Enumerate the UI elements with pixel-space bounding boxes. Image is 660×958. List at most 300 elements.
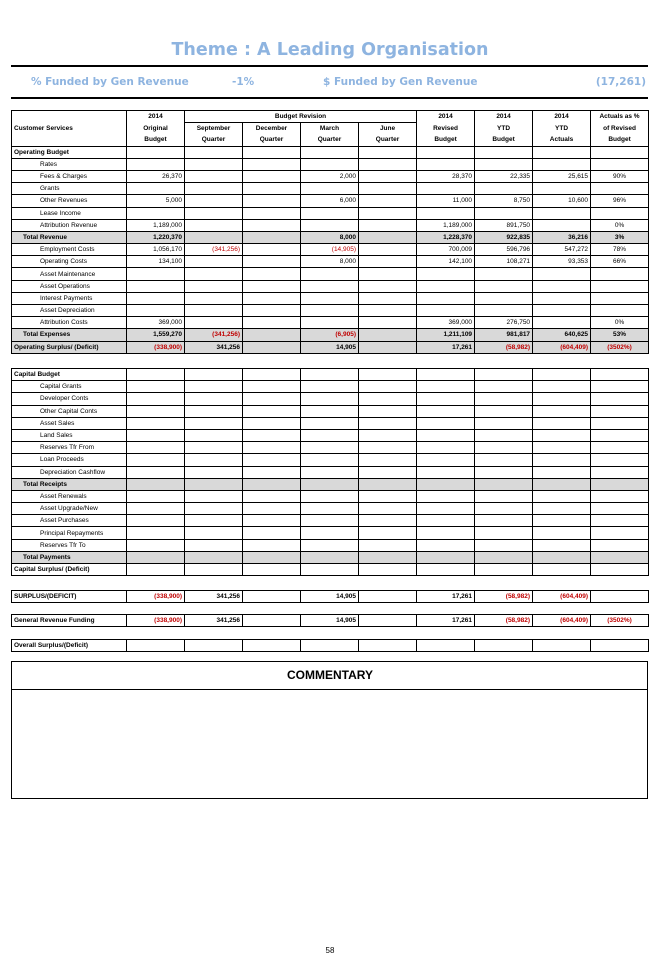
value-cell: 14,905	[301, 615, 359, 627]
header-budget-revision: Budget Revision	[185, 111, 417, 123]
row-label: Operating Surplus/ (Deficit)	[12, 341, 127, 353]
header-cell: Budget	[127, 134, 185, 146]
value-cell: 17,261	[417, 615, 475, 627]
row-label: Asset Upgrade/New	[12, 503, 127, 515]
row-label: Fees & Charges	[12, 170, 127, 182]
row-label: Employment Costs	[12, 244, 127, 256]
value-cell	[417, 268, 475, 280]
value-cell: (341,256)	[185, 329, 243, 341]
value-cell	[475, 640, 533, 652]
capital-budget-table	[11, 368, 649, 576]
value-cell	[591, 146, 649, 158]
row-label: Asset Operations	[12, 280, 127, 292]
value-cell: (6,905)	[301, 329, 359, 341]
row-label: General Revenue Funding	[12, 615, 127, 627]
value-cell	[475, 268, 533, 280]
value-cell	[301, 381, 359, 393]
value-cell	[359, 405, 417, 417]
value-cell	[591, 158, 649, 170]
value-cell	[185, 429, 243, 441]
value-cell	[533, 158, 591, 170]
value-cell	[185, 280, 243, 292]
value-cell	[475, 146, 533, 158]
value-cell	[417, 527, 475, 539]
row-label: Total Payments	[12, 551, 127, 563]
value-cell	[591, 466, 649, 478]
header-cell: Budget	[417, 134, 475, 146]
value-cell	[417, 146, 475, 158]
value-cell	[591, 369, 649, 381]
value-cell	[127, 280, 185, 292]
value-cell	[591, 417, 649, 429]
value-cell	[475, 429, 533, 441]
value-cell: 700,009	[417, 244, 475, 256]
value-cell	[127, 490, 185, 502]
value-cell	[417, 454, 475, 466]
value-cell	[533, 454, 591, 466]
value-cell	[301, 393, 359, 405]
value-cell: 78%	[591, 244, 649, 256]
value-cell	[359, 244, 417, 256]
value-cell	[359, 231, 417, 243]
value-cell	[185, 417, 243, 429]
value-cell	[417, 405, 475, 417]
table-row	[12, 527, 649, 539]
value-cell: 14,905	[301, 341, 359, 353]
value-cell	[359, 268, 417, 280]
value-cell	[243, 490, 301, 502]
table-row	[12, 244, 649, 256]
row-label: Reserves Tfr From	[12, 442, 127, 454]
value-cell	[185, 393, 243, 405]
value-cell	[243, 183, 301, 195]
value-cell	[243, 381, 301, 393]
value-cell	[301, 219, 359, 231]
value-cell	[185, 539, 243, 551]
value-cell: (58,982)	[475, 341, 533, 353]
value-cell: 369,000	[417, 317, 475, 329]
value-cell	[533, 405, 591, 417]
value-cell	[243, 268, 301, 280]
value-cell	[533, 317, 591, 329]
value-cell	[127, 369, 185, 381]
row-label: Land Sales	[12, 429, 127, 441]
table-row	[12, 515, 649, 527]
value-cell	[359, 207, 417, 219]
value-cell	[359, 615, 417, 627]
value-cell	[475, 393, 533, 405]
row-label: Rates	[12, 158, 127, 170]
value-cell	[591, 515, 649, 527]
value-cell	[243, 369, 301, 381]
value-cell	[591, 454, 649, 466]
value-cell	[533, 429, 591, 441]
header-cell: Quarter	[243, 134, 301, 146]
value-cell	[127, 207, 185, 219]
row-label: Asset Renewals	[12, 490, 127, 502]
value-cell: 891,750	[475, 219, 533, 231]
title-rule	[11, 65, 648, 67]
value-cell	[301, 640, 359, 652]
header-ytd-actuals-year: 2014	[533, 111, 591, 123]
row-label: Operating Budget	[12, 146, 127, 158]
value-cell	[475, 280, 533, 292]
value-cell	[301, 429, 359, 441]
table-row	[12, 442, 649, 454]
value-cell: 8,000	[301, 231, 359, 243]
value-cell	[591, 292, 649, 304]
value-cell	[533, 219, 591, 231]
header-original-year: 2014	[127, 111, 185, 123]
general-revenue-row	[12, 615, 649, 627]
table-row	[12, 417, 649, 429]
value-cell	[185, 369, 243, 381]
value-cell	[591, 268, 649, 280]
value-cell	[127, 158, 185, 170]
row-label: Total Receipts	[12, 478, 127, 490]
header-cell: YTD	[475, 123, 533, 135]
value-cell: 596,796	[475, 244, 533, 256]
value-cell	[359, 381, 417, 393]
value-cell	[127, 405, 185, 417]
value-cell	[301, 369, 359, 381]
row-label: Developer Conts	[12, 393, 127, 405]
value-cell	[475, 564, 533, 576]
row-label: Lease Income	[12, 207, 127, 219]
table-row	[12, 405, 649, 417]
value-cell	[185, 292, 243, 304]
overall-surplus-table	[11, 639, 649, 652]
value-cell	[475, 503, 533, 515]
value-cell	[591, 640, 649, 652]
value-cell	[243, 256, 301, 268]
header-actuals-pct: Actuals as %	[591, 111, 649, 123]
value-cell	[533, 551, 591, 563]
value-cell: (14,905)	[301, 244, 359, 256]
value-cell	[533, 539, 591, 551]
value-cell	[533, 146, 591, 158]
value-cell	[127, 268, 185, 280]
value-cell: (604,409)	[533, 341, 591, 353]
row-label: Interest Payments	[12, 292, 127, 304]
value-cell	[127, 564, 185, 576]
value-cell	[127, 515, 185, 527]
value-cell	[185, 183, 243, 195]
value-cell	[591, 429, 649, 441]
value-cell: 22,335	[475, 170, 533, 182]
value-cell	[185, 207, 243, 219]
value-cell	[359, 183, 417, 195]
value-cell	[359, 640, 417, 652]
value-cell: 2,000	[301, 170, 359, 182]
operating-budget-table	[11, 110, 649, 354]
value-cell	[359, 539, 417, 551]
value-cell	[533, 564, 591, 576]
value-cell	[591, 527, 649, 539]
table-row	[12, 329, 649, 341]
value-cell	[417, 393, 475, 405]
overall-surplus-row	[12, 640, 649, 652]
value-cell	[475, 158, 533, 170]
value-cell	[127, 527, 185, 539]
value-cell	[185, 564, 243, 576]
general-revenue-funding-table	[11, 614, 649, 627]
value-cell: (338,900)	[127, 341, 185, 353]
value-cell	[301, 183, 359, 195]
value-cell	[301, 405, 359, 417]
value-cell	[591, 503, 649, 515]
value-cell	[127, 183, 185, 195]
value-cell	[533, 490, 591, 502]
row-label: Other Revenues	[12, 195, 127, 207]
table-row	[12, 478, 649, 490]
commentary-title: COMMENTARY	[287, 668, 373, 682]
value-cell	[127, 539, 185, 551]
amt-funded-value: (17,261)	[595, 76, 646, 88]
value-cell: 0%	[591, 317, 649, 329]
value-cell: 369,000	[127, 317, 185, 329]
header-cell: September	[185, 123, 243, 135]
value-cell: 341,256	[185, 341, 243, 353]
header-cell: December	[243, 123, 301, 135]
value-cell: 8,750	[475, 195, 533, 207]
value-cell	[185, 640, 243, 652]
value-cell	[243, 503, 301, 515]
header-cell: Quarter	[301, 134, 359, 146]
row-label: Grants	[12, 183, 127, 195]
value-cell	[359, 527, 417, 539]
value-cell	[475, 305, 533, 317]
value-cell	[243, 591, 301, 603]
header-cell: Budget	[591, 134, 649, 146]
value-cell	[475, 466, 533, 478]
value-cell	[533, 640, 591, 652]
row-label: Total Revenue	[12, 231, 127, 243]
table-row	[12, 219, 649, 231]
value-cell	[243, 158, 301, 170]
value-cell	[533, 527, 591, 539]
value-cell	[243, 393, 301, 405]
value-cell	[127, 393, 185, 405]
value-cell	[243, 329, 301, 341]
value-cell: 1,056,170	[127, 244, 185, 256]
value-cell	[359, 503, 417, 515]
value-cell	[475, 478, 533, 490]
value-cell	[243, 466, 301, 478]
value-cell	[185, 454, 243, 466]
value-cell	[185, 466, 243, 478]
value-cell: 134,100	[127, 256, 185, 268]
value-cell	[533, 268, 591, 280]
value-cell	[359, 429, 417, 441]
value-cell	[417, 369, 475, 381]
value-cell	[475, 207, 533, 219]
value-cell	[185, 527, 243, 539]
value-cell: 10,600	[533, 195, 591, 207]
value-cell	[359, 158, 417, 170]
value-cell: 1,220,370	[127, 231, 185, 243]
value-cell	[591, 305, 649, 317]
value-cell	[417, 503, 475, 515]
value-cell	[417, 417, 475, 429]
value-cell	[359, 369, 417, 381]
table-row	[12, 195, 649, 207]
value-cell	[185, 256, 243, 268]
pct-funded-label: % Funded by Gen Revenue	[31, 76, 189, 88]
value-cell	[243, 405, 301, 417]
value-cell	[475, 539, 533, 551]
value-cell	[359, 195, 417, 207]
table-row	[12, 183, 649, 195]
row-label: Asset Sales	[12, 417, 127, 429]
value-cell	[475, 442, 533, 454]
header-cell: Customer Services	[12, 123, 127, 135]
value-cell	[591, 539, 649, 551]
value-cell	[591, 490, 649, 502]
value-cell: 547,272	[533, 244, 591, 256]
value-cell	[185, 515, 243, 527]
value-cell	[185, 195, 243, 207]
value-cell	[591, 405, 649, 417]
page-number: 58	[325, 946, 335, 955]
row-label: Asset Maintenance	[12, 268, 127, 280]
row-label: Capital Grants	[12, 381, 127, 393]
value-cell	[417, 292, 475, 304]
value-cell: (338,900)	[127, 615, 185, 627]
value-cell	[301, 207, 359, 219]
value-cell	[475, 454, 533, 466]
value-cell	[417, 305, 475, 317]
value-cell	[185, 317, 243, 329]
value-cell	[591, 478, 649, 490]
table-row	[12, 369, 649, 381]
value-cell	[359, 478, 417, 490]
row-label: Overall Surplus/(Deficit)	[12, 640, 127, 652]
value-cell	[359, 591, 417, 603]
value-cell	[359, 393, 417, 405]
value-cell	[243, 280, 301, 292]
value-cell	[243, 305, 301, 317]
value-cell	[417, 564, 475, 576]
value-cell: 17,261	[417, 341, 475, 353]
value-cell	[301, 317, 359, 329]
value-cell	[533, 280, 591, 292]
value-cell	[185, 490, 243, 502]
value-cell	[417, 429, 475, 441]
value-cell: 142,100	[417, 256, 475, 268]
value-cell	[243, 640, 301, 652]
value-cell	[185, 231, 243, 243]
value-cell: 108,271	[475, 256, 533, 268]
value-cell	[243, 417, 301, 429]
header-cell: Quarter	[185, 134, 243, 146]
row-label: Reserves Tfr To	[12, 539, 127, 551]
table-row	[12, 305, 649, 317]
value-cell	[127, 466, 185, 478]
value-cell	[475, 381, 533, 393]
value-cell	[591, 551, 649, 563]
row-label: Capital Budget	[12, 369, 127, 381]
value-cell	[359, 329, 417, 341]
row-label: Capital Surplus/ (Deficit)	[12, 564, 127, 576]
value-cell	[475, 515, 533, 527]
table-row	[12, 207, 649, 219]
amt-funded-label: $ Funded by Gen Revenue	[323, 76, 478, 88]
value-cell	[591, 393, 649, 405]
value-cell	[417, 381, 475, 393]
table-row	[12, 256, 649, 268]
header-cell: Quarter	[359, 134, 417, 146]
funded-summary	[11, 76, 648, 89]
table-row	[12, 317, 649, 329]
value-cell	[301, 527, 359, 539]
value-cell	[591, 442, 649, 454]
value-cell: (3502%)	[591, 341, 649, 353]
value-cell	[185, 170, 243, 182]
value-cell	[475, 405, 533, 417]
value-cell	[475, 369, 533, 381]
value-cell: 36,216	[533, 231, 591, 243]
header-cell	[12, 134, 127, 146]
row-label: SURPLUS/(DEFICIT)	[12, 591, 127, 603]
value-cell: 922,835	[475, 231, 533, 243]
value-cell	[185, 405, 243, 417]
surplus-deficit-table	[11, 590, 649, 603]
value-cell	[533, 515, 591, 527]
value-cell	[359, 551, 417, 563]
value-cell	[185, 381, 243, 393]
value-cell	[185, 503, 243, 515]
header-cell: Budget	[475, 134, 533, 146]
header-revised-year: 2014	[417, 111, 475, 123]
row-label: Other Capital Conts	[12, 405, 127, 417]
row-label: Loan Proceeds	[12, 454, 127, 466]
pct-funded-value: -1%	[232, 76, 255, 88]
value-cell	[301, 551, 359, 563]
value-cell	[591, 207, 649, 219]
value-cell	[243, 207, 301, 219]
value-cell	[301, 292, 359, 304]
value-cell	[591, 591, 649, 603]
value-cell	[417, 183, 475, 195]
value-cell	[417, 490, 475, 502]
value-cell: 0%	[591, 219, 649, 231]
value-cell	[417, 280, 475, 292]
value-cell	[185, 158, 243, 170]
header-row	[12, 111, 649, 123]
value-cell	[243, 170, 301, 182]
row-label: Operating Costs	[12, 256, 127, 268]
value-cell	[185, 268, 243, 280]
header-cell: March	[301, 123, 359, 135]
table-row	[12, 466, 649, 478]
value-cell	[243, 429, 301, 441]
table-row	[12, 429, 649, 441]
value-cell	[301, 478, 359, 490]
value-cell: (604,409)	[533, 615, 591, 627]
value-cell	[359, 256, 417, 268]
value-cell	[127, 442, 185, 454]
value-cell	[243, 244, 301, 256]
value-cell	[301, 503, 359, 515]
value-cell	[417, 551, 475, 563]
value-cell	[301, 146, 359, 158]
value-cell	[533, 369, 591, 381]
row-label: Asset Depreciation	[12, 305, 127, 317]
value-cell	[359, 466, 417, 478]
value-cell	[359, 442, 417, 454]
value-cell	[243, 219, 301, 231]
